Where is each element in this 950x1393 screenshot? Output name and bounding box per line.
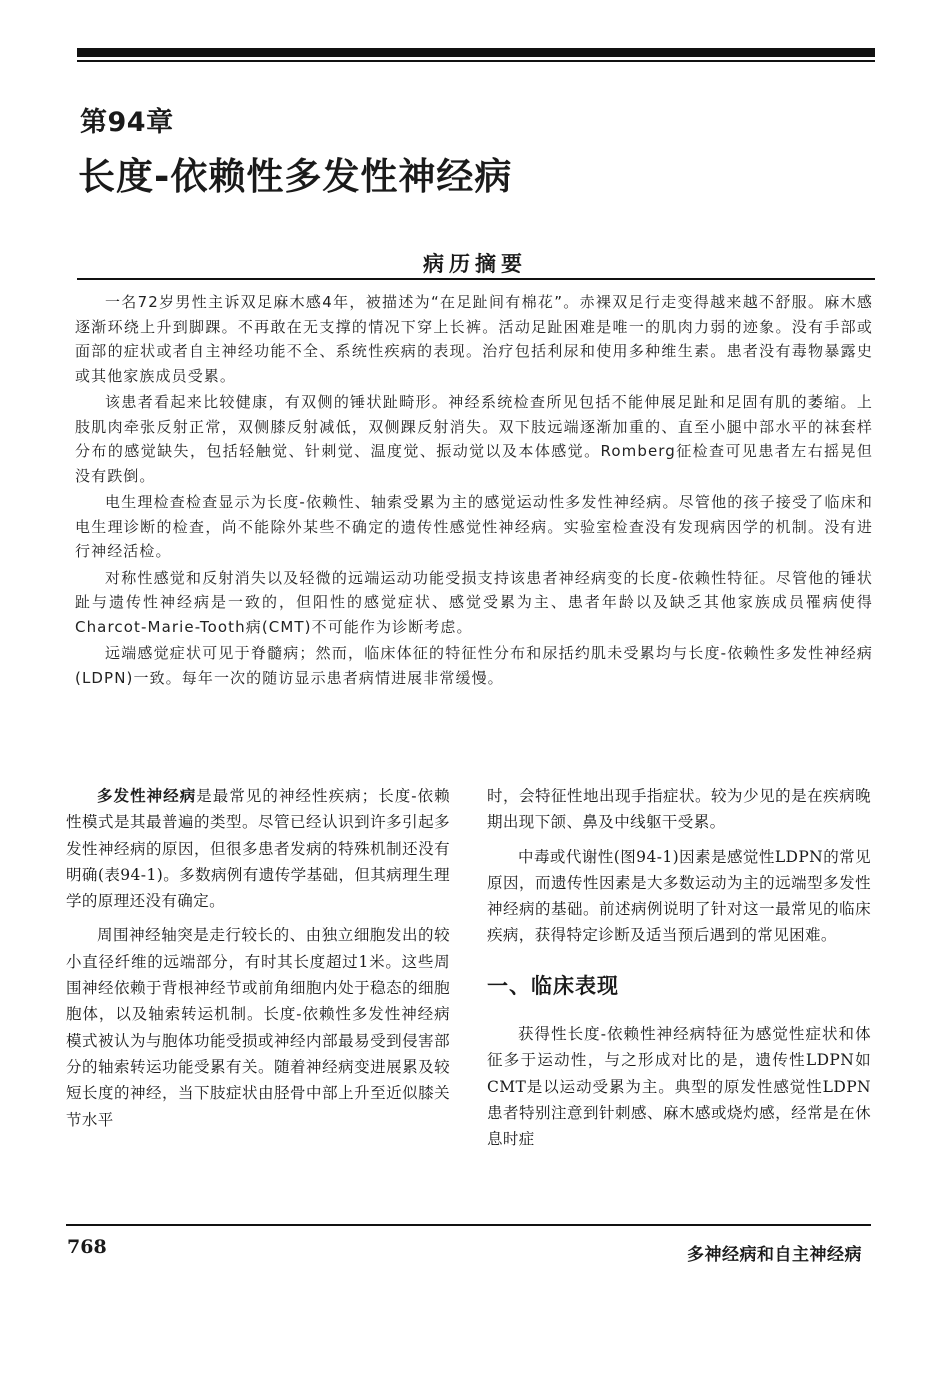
top-rule-thick xyxy=(77,48,875,57)
right-paragraph-3: 获得性长度-依赖性神经病特征为感觉性症状和体征多于运动性，与之形成对比的是，遗传性LDPN如CMT是以运动受累为主。典型的原发性感觉性LDPN患者特别注意到针刺感、麻木感或烧灼感，经常是在休息时症 xyxy=(487,1025,871,1149)
summary-paragraph-3: 电生理检查检查显示为长度-依赖性、轴索受累为主的感觉运动性多发性神经病。尽管他的孩子接受了临床和电生理诊断的检查，尚不能除外某些不确定的遗传性感觉性神经病。实验室检查没有发现病因学的机制。没有进行神经活检。 xyxy=(75,493,873,560)
left-paragraph-1 xyxy=(66,783,450,914)
chapter-label: 第94章 xyxy=(80,107,174,138)
footer-rule xyxy=(66,1224,871,1226)
section-heading-clinical: 一、临床表现 xyxy=(487,973,619,998)
summary-paragraph-1: 一名72岁男性主诉双足麻木感4年，被描述为“在足趾间有棉花”。赤裸双足行走变得越来越不舒服。麻木感逐渐环绕上升到脚踝。不再敢在无支撑的情况下穿上长裤。活动足趾困难是唯一的肌肉力弱的迹象。没有手部或面部的症状或者自主神经功能不全、系统性疾病的表现。治疗包括利尿和使用多种维生素。患者没有毒物暴露史或其他家族成员受累。 xyxy=(75,293,873,385)
chapter-title: 长度-依赖性多发性神经病 xyxy=(78,155,513,198)
body-right-column xyxy=(487,783,871,1161)
summary-paragraph-2: 该患者看起来比较健康，有双侧的锤状趾畸形。神经系统检查所见包括不能伸展足趾和足固有肌的萎缩。上肢肌肉牵张反射正常，双侧膝反射减低，双侧踝反射消失。双下肢远端逐渐加重的、直至小腿中部水平的袜套样分布的感觉缺失，包括轻触觉、针刺觉、温度觉、振动觉以及本体感觉。Romberg征检查可见患者左右摇晃但没有跌倒。 xyxy=(75,393,873,485)
right-paragraph-1: 时，会特征性地出现手指症状。较为少见的是在疾病晚期出现下颌、鼻及中线躯干受累。 xyxy=(487,787,871,832)
body-left-column xyxy=(66,783,450,1141)
summary-paragraph-5: 远端感觉症状可见于脊髓病；然而，临床体征的特征性分布和尿括约肌未受累均与长度-依赖性多发性神经病(LDPN)一致。每年一次的随访显示患者病情进展非常缓慢。 xyxy=(75,644,873,687)
page-number: 768 xyxy=(67,1236,107,1258)
case-summary xyxy=(75,290,873,692)
left-paragraph-2: 周围神经轴突是走行较长的、由独立细胞发出的较小直径纤维的远端部分，有时其长度超过1米。这些周围神经依赖于背根神经节或前角细胞内处于稳态的细胞胞体，以及轴索转运机制。长度-依赖性多发性神经病模式被认为与胞体功能受损或神经内部最易受到侵害部分的轴索转运功能受累有关。随着神经病变进展累及较短长度的神经，当下肢症状由胫骨中部上升至近似膝关节水平 xyxy=(66,926,450,1129)
top-rule-thin xyxy=(77,60,875,62)
case-summary-heading: 病历摘要 xyxy=(423,252,527,276)
right-paragraph-2: 中毒或代谢性(图94-1)因素是感觉性LDPN的常见原因，而遗传性因素是大多数运动为主的远端型多发性神经病的基础。前述病例说明了针对这一最常见的临床疾病，获得特定诊断及适当预后遇到的常见困难。 xyxy=(487,847,871,945)
key-term: 多发性神经病 xyxy=(97,786,197,805)
running-footer-title: 多神经病和自主神经病 xyxy=(687,1245,862,1265)
case-summary-rule xyxy=(77,278,875,280)
summary-paragraph-4: 对称性感觉和反射消失以及轻微的远端运动功能受损支持该患者神经病变的长度-依赖性特征。尽管他的锤状趾与遗传性神经病是一致的，但阳性的感觉症状、感觉受累为主、患者年龄以及缺乏其他家族成员罹病使得Charcot-Marie-Tooth病(CMT)不可能作为诊断考虑。 xyxy=(75,568,873,636)
left-paragraph-1-text: 是最常见的神经性疾病；长度-依赖性模式是其最普遍的类型。尽管已经认识到许多引起多发性神经病的原因，但很多患者发病的特殊机制还没有明确(表94-1)。多数病例有遗传学基础，但其病理生理学的原理还没有确定。 xyxy=(66,787,450,911)
